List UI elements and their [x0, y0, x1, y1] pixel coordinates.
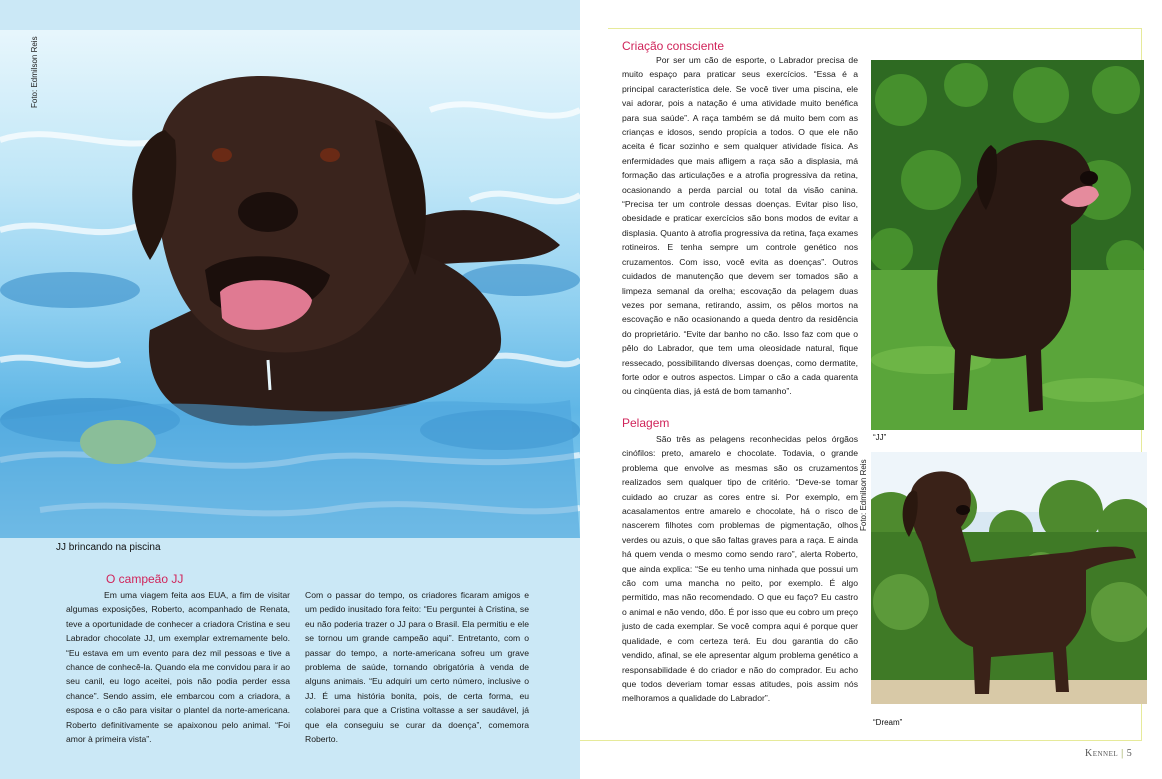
photo-credit-right: Foto: Edmilson Reis: [859, 459, 868, 531]
section-title-campeao: O campeão JJ: [106, 572, 184, 586]
pelagem-text: São três as pelagens reconhecidas pelos órgãos cinófilos: preto, amarelo e chocolate. Todavia, o grande problema que envolve as mesmas são os cruzamentos realizados sem qualquer tipo de critério. “Deve-se tomar cuidado ao cruzar as cores entre si. Por exemplo, em acasalamentos entre amarelo e chocolate, há o risco de nascerem filhotes com problemas de pigmentação, olhos verdes ou azuis, o que são faltas graves para a raça. E ainda há quem venda o mesmo como sendo raro”, alerta Roberto, que ainda explica: “Se eu tenho uma ninhada que possui um cão com uma mancha no peito, por exemplo. É algo permitido, mas não recomendado. O que eu faço? Eu castro o animal e não vendo, dôo. É por isso que eu cobro um preço justo de cada exemplar. Se você compra aqui é porque quer qualidade, e com certeza terá. Eu dou garantia do cão vendido, afinal, se ele apresentar algum problema genético a responsabilidade é do criador e não do comprador. Eu acho que todos deveriam tomar essas atitudes, pois assim nós melhoramos a qualidade do Labrador”.: [622, 434, 858, 704]
folio-page-number: 5: [1126, 748, 1133, 759]
frame-line-bottom: [580, 740, 1142, 741]
page-folio: [1085, 748, 1132, 759]
photo-credit-left: Foto: Edmilson Reis: [30, 36, 39, 108]
campeao-text-col2: Com o passar do tempo, os criadores ficaram amigos e um pedido inusitado fora feito: “Eu perguntei à Cristina, se eu não poderia trazer o JJ para o Brasil. Ela permitiu e ele se tornou um grande campeão aqui”. Entretanto, com o passar do tempo, a norte-americana sofreu um grave problema de saúde, tornando obrigatória à venda de alguns animais. “Eu adquiri um certo número, inclusive o JJ. É uma história bonita, pois, de certa forma, eu colaborei para que a Cristina voltasse a ser saudável, já que ela conseguiu se curar da doença”, comemora Roberto.: [305, 590, 529, 745]
main-photo-dog-in-pool: [0, 30, 580, 538]
section-title-criacao: Criação consciente: [622, 39, 725, 53]
campeao-text-col1: Em uma viagem feita aos EUA, a fim de visitar algumas exposições, Roberto, acompanhado de Renata, teve a oportunidade de conhecer a criadora Cristina e seu Labrador chocolate JJ, um exemplar extremamente belo. “Eu estava em um evento para dez mil pessoas e tive a chance de conhecê-la. Quando ela me convidou para ir ao seu canil, eu logo aceitei, pois não podia perder essa chance”. Sendo assim, ele embarcou com a criadora, a esposa e o cão para visitar o plantel da norte-americana. Roberto definitivamente se apaixonou pelo animal. “Foi amor à primeira vista”.: [66, 590, 290, 745]
folio-separator: |: [1121, 748, 1124, 759]
caption-jj: “JJ”: [873, 433, 887, 442]
caption-dream: “Dream”: [873, 718, 903, 727]
photo-dream-standing: [871, 452, 1147, 704]
frame-line-top: [608, 28, 1142, 29]
folio-magazine-name: Kennel: [1085, 748, 1119, 759]
main-photo-caption: JJ brincando na piscina: [56, 542, 161, 553]
left-top-band: [0, 0, 580, 30]
photo-jj-standing-on-grass: [871, 60, 1144, 430]
section-title-pelagem: Pelagem: [622, 416, 670, 430]
criacao-text: Por ser um cão de esporte, o Labrador precisa de muito espaço para praticar seus exercícios. “Essa é a principal característica dele. Se você tiver uma piscina, ele vai adorar, pois a natação é uma atividade muito benéfica para sua saúde”. A raça também se dá muito bem com as crianças e idosos, sendo propícia a todos. O que ele não aceita é ficar sozinho e sem qualquer atividade física. As enfermidades que mais afligem a raça são a displasia, má formação das articulações e a atrofia progressiva da retina, ocasionando a perda parcial ou total da visão canina. “Precisa ter um controle dessas doenças. Evitar piso liso, obesidade e praticar exercícios são bons modos de evitar a displasia. Quanto à atrofia progressiva da retina, faça exames rotineiros. E tenha sempre um controle genético nos cruzamentos. Com isso, você evita as doenças”. Outros cuidados de manutenção que devem ser tomados são a limpeza semanal da orelha; escovação da pelagem duas vezes por semana, retirando, assim, os pêlos mortos na escovação e não ocasionando a queda dentro da residência do proprietário. “Evite dar banho no cão. Isso faz com que o pêlo do Labrador, que tem uma oleosidade natural, fique ressecado, possibilitando diversas doenças, como dermatite, forte odor e outros aspectos. Limpar o cão a cada quarenta ou cinqüenta dias, já está de bom tamanho”.: [622, 55, 858, 397]
